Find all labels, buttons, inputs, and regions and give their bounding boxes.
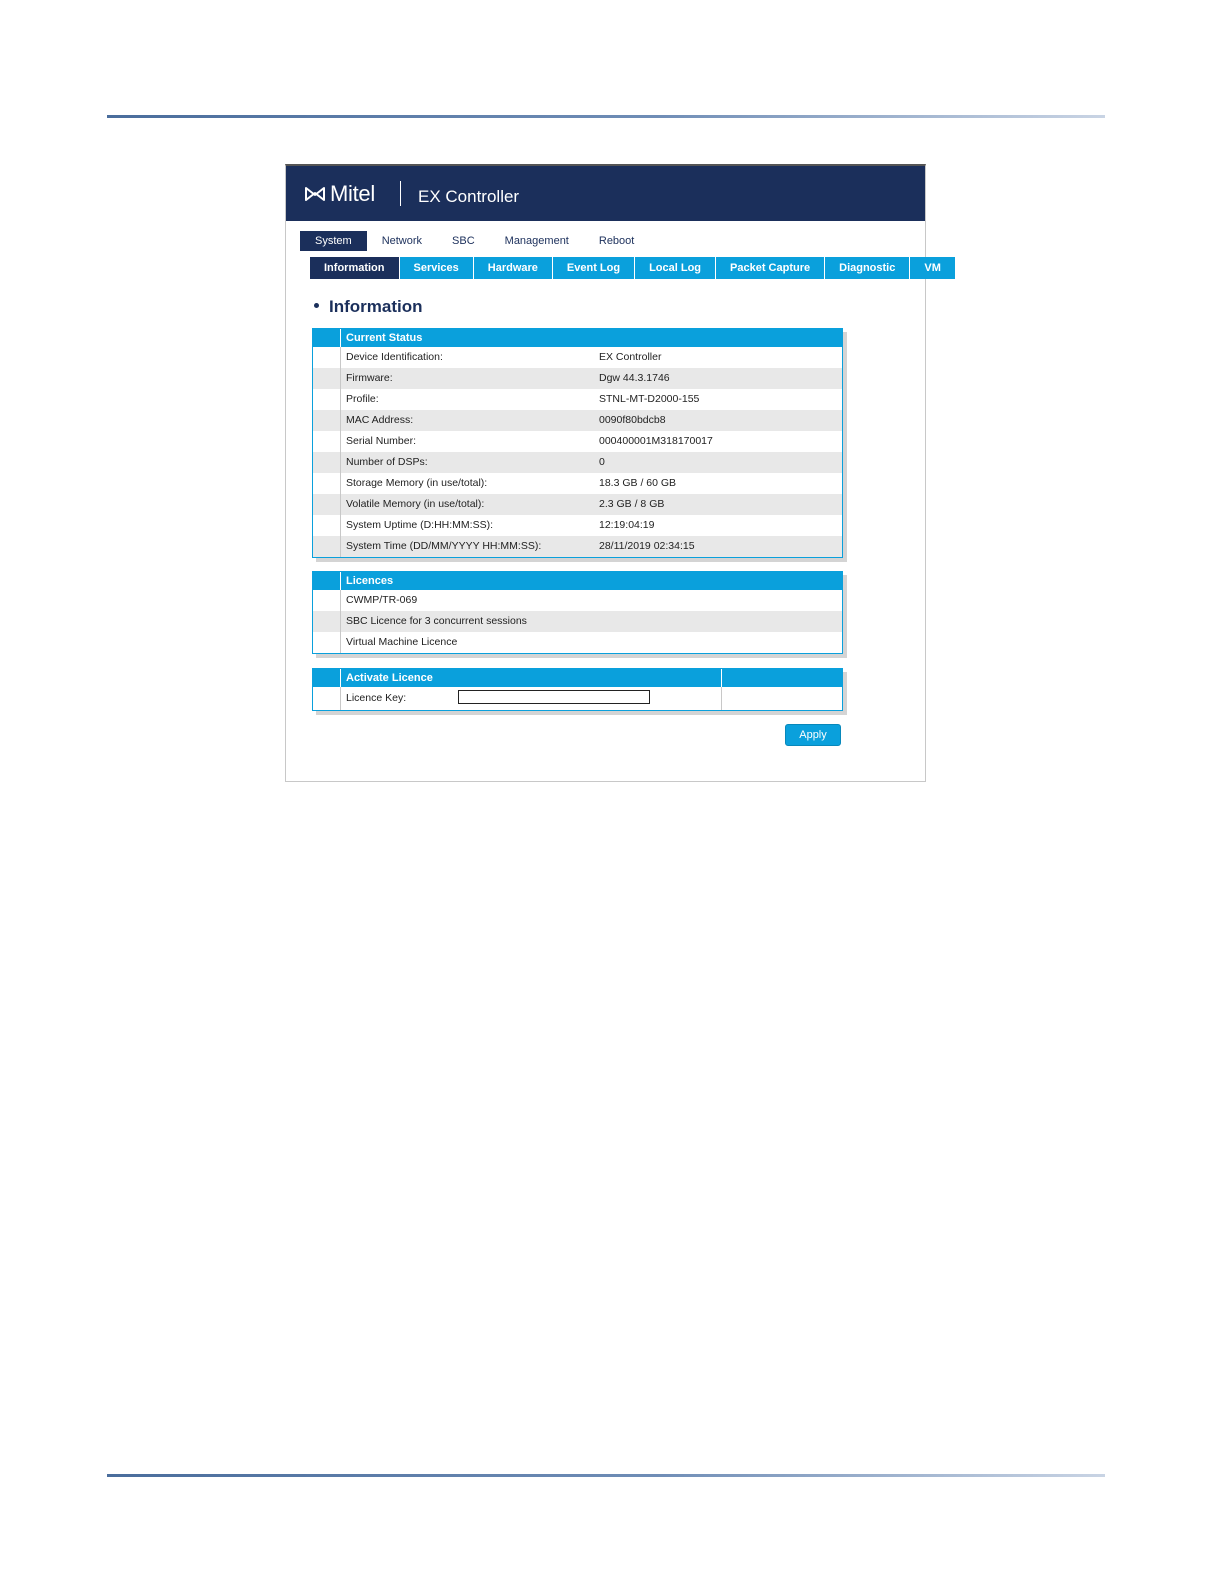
panel-title: Current Status: [346, 332, 423, 344]
tab-services[interactable]: Services: [400, 257, 473, 279]
licence-row: [313, 590, 842, 611]
banner-separator: [400, 181, 401, 206]
page-title-text: Information: [329, 297, 423, 316]
status-row: [313, 431, 842, 452]
panel-header: [313, 669, 842, 687]
current-status-panel: [312, 328, 843, 558]
tab-event-log[interactable]: Event Log: [553, 257, 634, 279]
tab-hardware[interactable]: Hardware: [474, 257, 552, 279]
main-nav-system[interactable]: System: [300, 231, 367, 251]
licence-name: Virtual Machine Licence: [346, 636, 458, 648]
footer-divider: [107, 1474, 1105, 1477]
tab-local-log[interactable]: Local Log: [635, 257, 715, 279]
tab-vm[interactable]: VM: [910, 257, 955, 279]
status-label: Number of DSPs:: [346, 456, 428, 468]
status-value: 0090f80bdcb8: [599, 414, 666, 426]
status-row: [313, 515, 842, 536]
status-row: [313, 389, 842, 410]
panel-title: Licences: [346, 575, 394, 587]
licence-key-input[interactable]: [458, 690, 650, 704]
status-value: 18.3 GB / 60 GB: [599, 477, 677, 489]
status-value: 2.3 GB / 8 GB: [599, 498, 665, 510]
status-label: Storage Memory (in use/total):: [346, 477, 488, 489]
row-gutter: [313, 389, 341, 410]
status-row: [313, 347, 842, 368]
tab-information[interactable]: Information: [310, 257, 399, 279]
status-row: [313, 452, 842, 473]
row-gutter: [313, 536, 341, 557]
status-value: 12:19:04:19: [599, 519, 655, 531]
header-gutter: [313, 329, 341, 347]
panel-header: [313, 572, 842, 590]
status-value: EX Controller: [599, 351, 662, 363]
tab-diagnostic[interactable]: Diagnostic: [825, 257, 909, 279]
row-gutter: [313, 494, 341, 515]
row-gutter: [313, 611, 341, 632]
main-nav-network[interactable]: Network: [381, 235, 423, 247]
row-gutter: [313, 452, 341, 473]
status-label: MAC Address:: [346, 414, 414, 426]
app-window: [285, 164, 941, 782]
apply-button[interactable]: Apply: [785, 724, 841, 746]
logo-text: Mitel: [330, 181, 375, 206]
licence-row: [313, 611, 842, 632]
status-value: 000400001M318170017: [599, 435, 713, 447]
licence-name: SBC Licence for 3 concurrent sessions: [346, 615, 527, 627]
brand-logo: [304, 180, 375, 208]
main-nav-reboot[interactable]: Reboot: [598, 235, 635, 247]
licence-key-row: [313, 687, 842, 710]
status-value: 0: [599, 456, 605, 468]
main-nav-management[interactable]: Management: [504, 235, 569, 247]
licence-name: CWMP/TR-069: [346, 594, 418, 606]
mitel-logo-icon: [304, 186, 326, 202]
status-row: [313, 368, 842, 389]
status-value: STNL-MT-D2000-155: [599, 393, 700, 405]
row-gutter: [313, 347, 341, 368]
status-rows: [313, 347, 842, 557]
main-nav: [300, 231, 649, 251]
status-label: System Uptime (D:HH:MM:SS):: [346, 519, 494, 531]
licence-key-cell: [458, 687, 722, 710]
header-gutter: [313, 572, 341, 590]
empty-cell: [722, 687, 842, 710]
row-gutter: [313, 515, 341, 536]
activate-licence-panel: [312, 668, 843, 711]
status-label: Firmware:: [346, 372, 393, 384]
licence-key-label: Licence Key:: [346, 692, 407, 704]
row-gutter: [313, 431, 341, 452]
licence-row: [313, 632, 842, 653]
status-label: Device Identification:: [346, 351, 443, 363]
panel-title: Activate Licence: [341, 669, 722, 687]
top-banner: [286, 166, 925, 221]
status-row: [313, 410, 842, 431]
status-row: [313, 536, 842, 557]
row-gutter: [313, 687, 341, 710]
product-title: EX Controller: [418, 187, 520, 206]
panel-header: [313, 329, 842, 347]
licences-panel: [312, 571, 843, 654]
bullet-icon: [314, 303, 319, 308]
sub-nav: [310, 257, 956, 279]
row-gutter: [313, 368, 341, 389]
main-nav-sbc[interactable]: SBC: [452, 235, 475, 247]
header-gutter: [313, 669, 341, 687]
licence-rows: [313, 590, 842, 653]
header-divider: [107, 115, 1105, 118]
row-gutter: [313, 590, 341, 611]
status-label: System Time (DD/MM/YYYY HH:MM:SS):: [346, 540, 542, 552]
status-label: Profile:: [346, 393, 379, 405]
status-value: Dgw 44.3.1746: [599, 372, 670, 384]
row-gutter: [313, 473, 341, 494]
row-gutter: [313, 410, 341, 431]
page-title: [314, 297, 423, 317]
status-label: Volatile Memory (in use/total):: [346, 498, 485, 510]
status-row: [313, 473, 842, 494]
tab-packet-capture[interactable]: Packet Capture: [716, 257, 824, 279]
status-row: [313, 494, 842, 515]
row-gutter: [313, 632, 341, 653]
status-value: 28/11/2019 02:34:15: [599, 540, 695, 552]
status-label: Serial Number:: [346, 435, 417, 447]
